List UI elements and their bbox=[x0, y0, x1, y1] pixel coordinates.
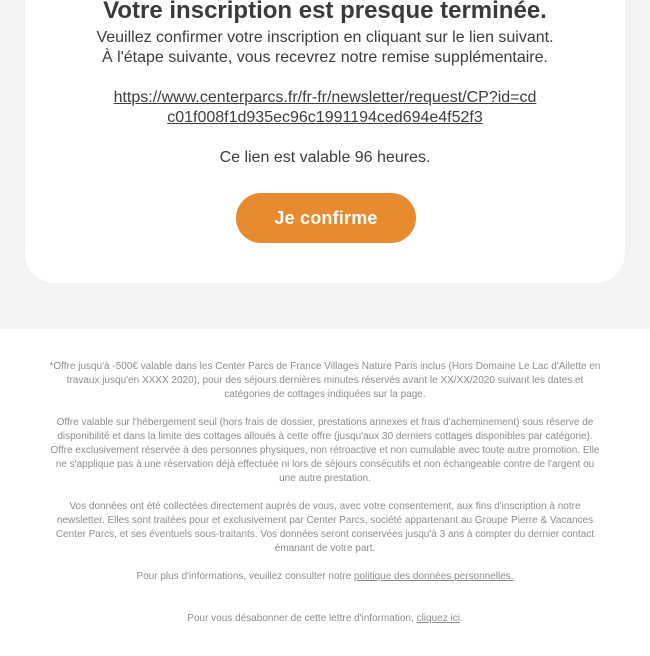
unsubscribe-link[interactable]: cliquez ici bbox=[416, 613, 460, 624]
offer-disclaimer: *Offre jusqu'à -500€ valable dans les Center Parcs de France Villages Nature Paris inclus (Hors Domaine Le Lac d'Ailette en travaux jusqu'en XXXX 2020), pour des séjours dernières minutes réservés avant le XX/XX/2020 suivant les dates et catégories de cottages indiquées sur la page. bbox=[49, 361, 601, 400]
privacy-info-line bbox=[48, 570, 602, 584]
privacy-info-prefix: Pour plus d'informations, veuillez consulter notre bbox=[136, 571, 354, 582]
offer-conditions: Offre valable sur l'hébergement seul (hors frais de dossier, prestations annexes et frais d'acheminement) sous réserve de disponibilité et dans la limite des cottages alloués à cette offre (jusqu'aux 30 derniers cottages disponibles par catégorie). Offre exclusivement réservée à des personnes physiques, non rétroactive et non cumulable avec toute autre promotion. Elle ne s'applique pas à une réservation déjà effectuée ni lors de séjours consécutifs et non échangeable contre de l'argent ou une autre prestation. bbox=[50, 417, 600, 484]
page-title: Votre inscription est presque terminée. bbox=[103, 0, 547, 24]
confirmation-link-line-1: https://www.centerparcs.fr/fr-fr/newsletter/request/CP?id=cd bbox=[113, 89, 537, 106]
privacy-policy-link[interactable]: politique des données personnelles. bbox=[354, 571, 514, 582]
unsubscribe-prefix: Pour vous désabonner de cette lettre d'information, bbox=[187, 613, 417, 624]
instructions-line-1: Veuillez confirmer votre inscription en cliquant sur le lien suivant. bbox=[96, 29, 554, 46]
confirmation-link[interactable] bbox=[100, 88, 550, 128]
confirmation-link-line-2: c01f008f1d935ec96c1991194ced694e4f52f3 bbox=[167, 109, 483, 126]
instructions-line-2: À l'étape suivante, vous recevrez notre remise supplémentaire. bbox=[102, 49, 548, 66]
data-privacy-notice: Vos données ont été collectées directement auprès de vous, avec votre consentement, aux fins d'inscription à notre newsletter. Elles sont traitées pour et exclusivement par Center Parcs, société appartenant au Groupe Pierre & Vacances Center Parcs, et ses éventuels sous-traitants. Vos données seront conservées jusqu'à 3 ans à compter du dernier contact émanant de votre part. bbox=[55, 501, 595, 554]
link-validity-text: Ce lien est valable 96 heures. bbox=[219, 149, 431, 166]
unsubscribe-suffix: . bbox=[459, 613, 463, 624]
confirm-button[interactable]: Je confirme bbox=[236, 193, 416, 243]
legal-footer bbox=[48, 360, 602, 626]
unsubscribe-line bbox=[48, 612, 602, 626]
instructions-text bbox=[0, 28, 650, 68]
